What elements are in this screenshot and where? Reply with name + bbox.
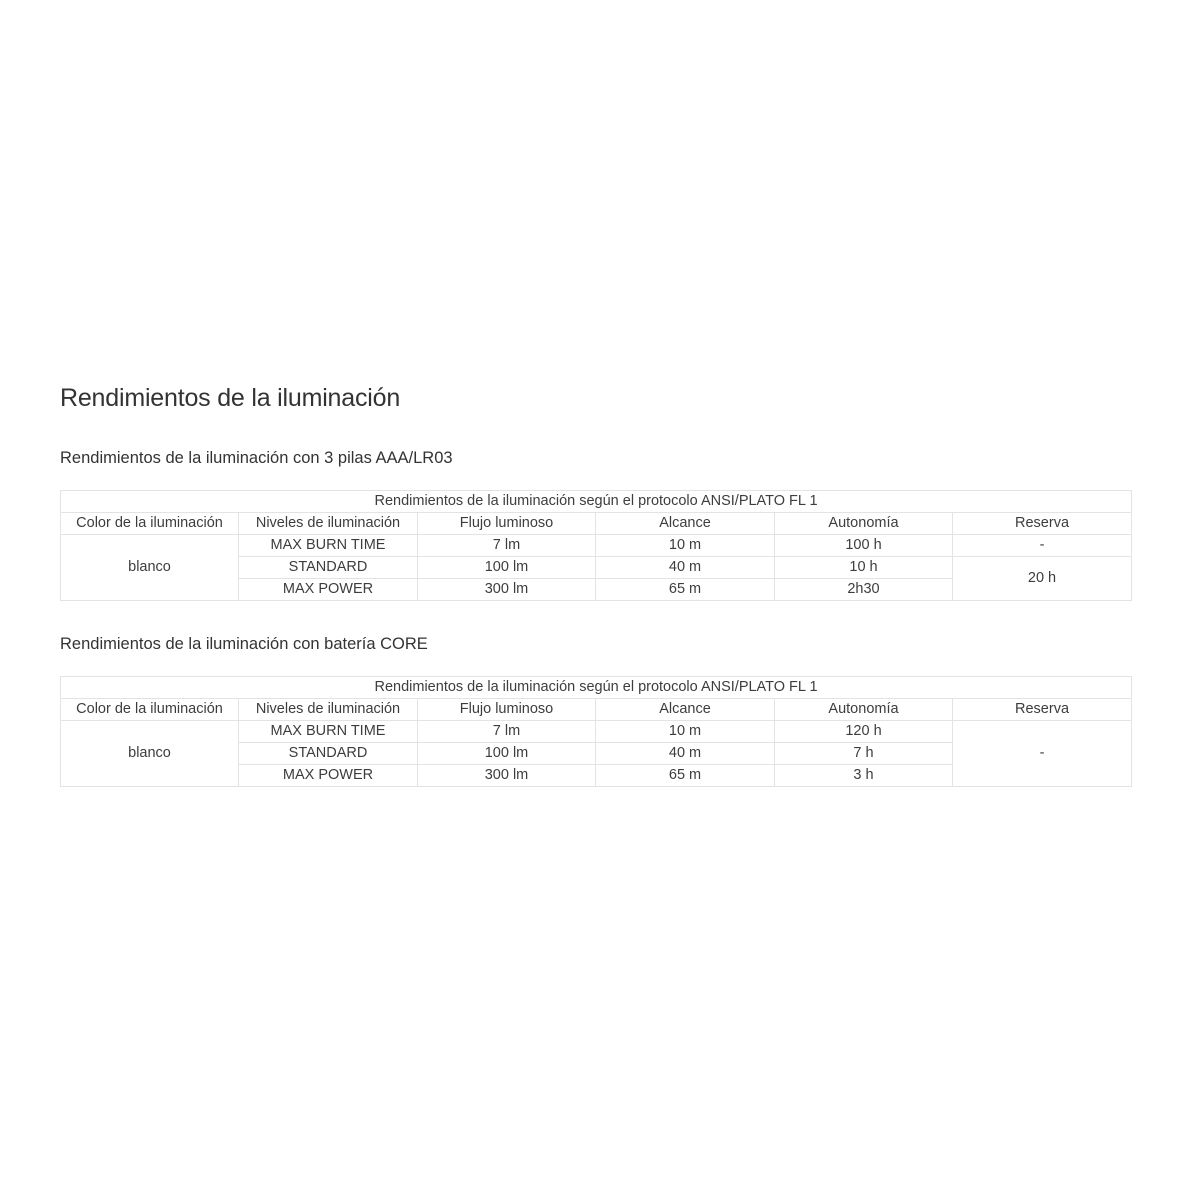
header-flux: Flujo luminoso (418, 513, 596, 535)
section-title-aaa-batteries: Rendimientos de la iluminación con 3 pilas AAA/LR03 (60, 449, 453, 467)
cell-range: 65 m (596, 765, 775, 787)
cell-autonomy: 2h30 (775, 579, 953, 601)
cell-autonomy: 3 h (775, 765, 953, 787)
cell-reserve: 20 h (953, 557, 1132, 601)
section-title-core-battery: Rendimientos de la iluminación con batería CORE (60, 635, 428, 653)
table-caption-row (61, 677, 1132, 699)
cell-autonomy: 10 h (775, 557, 953, 579)
table-caption: Rendimientos de la iluminación según el protocolo ANSI/PLATO FL 1 (61, 491, 1132, 513)
cell-range: 10 m (596, 721, 775, 743)
table-header-row (61, 699, 1132, 721)
table-caption: Rendimientos de la iluminación según el protocolo ANSI/PLATO FL 1 (61, 677, 1132, 699)
header-reserve: Reserva (953, 699, 1132, 721)
cell-flux: 100 lm (418, 743, 596, 765)
cell-level: MAX BURN TIME (239, 535, 418, 557)
cell-range: 40 m (596, 743, 775, 765)
cell-reserve: - (953, 721, 1132, 787)
cell-flux: 300 lm (418, 579, 596, 601)
header-color: Color de la iluminación (61, 699, 239, 721)
performance-table-core-battery (60, 676, 1132, 787)
cell-level: MAX BURN TIME (239, 721, 418, 743)
cell-flux: 300 lm (418, 765, 596, 787)
cell-reserve: - (953, 535, 1132, 557)
cell-level: STANDARD (239, 557, 418, 579)
table-header-row (61, 513, 1132, 535)
cell-level: STANDARD (239, 743, 418, 765)
page-title: Rendimientos de la iluminación (60, 384, 401, 412)
header-range: Alcance (596, 699, 775, 721)
cell-autonomy: 7 h (775, 743, 953, 765)
cell-range: 65 m (596, 579, 775, 601)
table-row (61, 721, 1132, 743)
header-range: Alcance (596, 513, 775, 535)
cell-range: 40 m (596, 557, 775, 579)
table-caption-row (61, 491, 1132, 513)
cell-range: 10 m (596, 535, 775, 557)
table-row (61, 535, 1132, 557)
cell-flux: 100 lm (418, 557, 596, 579)
header-reserve: Reserva (953, 513, 1132, 535)
header-flux: Flujo luminoso (418, 699, 596, 721)
performance-table-aaa-batteries (60, 490, 1132, 601)
cell-color: blanco (61, 721, 239, 787)
cell-flux: 7 lm (418, 535, 596, 557)
cell-autonomy: 120 h (775, 721, 953, 743)
header-autonomy: Autonomía (775, 699, 953, 721)
cell-color: blanco (61, 535, 239, 601)
cell-flux: 7 lm (418, 721, 596, 743)
cell-autonomy: 100 h (775, 535, 953, 557)
cell-level: MAX POWER (239, 579, 418, 601)
header-color: Color de la iluminación (61, 513, 239, 535)
cell-level: MAX POWER (239, 765, 418, 787)
header-autonomy: Autonomía (775, 513, 953, 535)
header-levels: Niveles de iluminación (239, 699, 418, 721)
header-levels: Niveles de iluminación (239, 513, 418, 535)
